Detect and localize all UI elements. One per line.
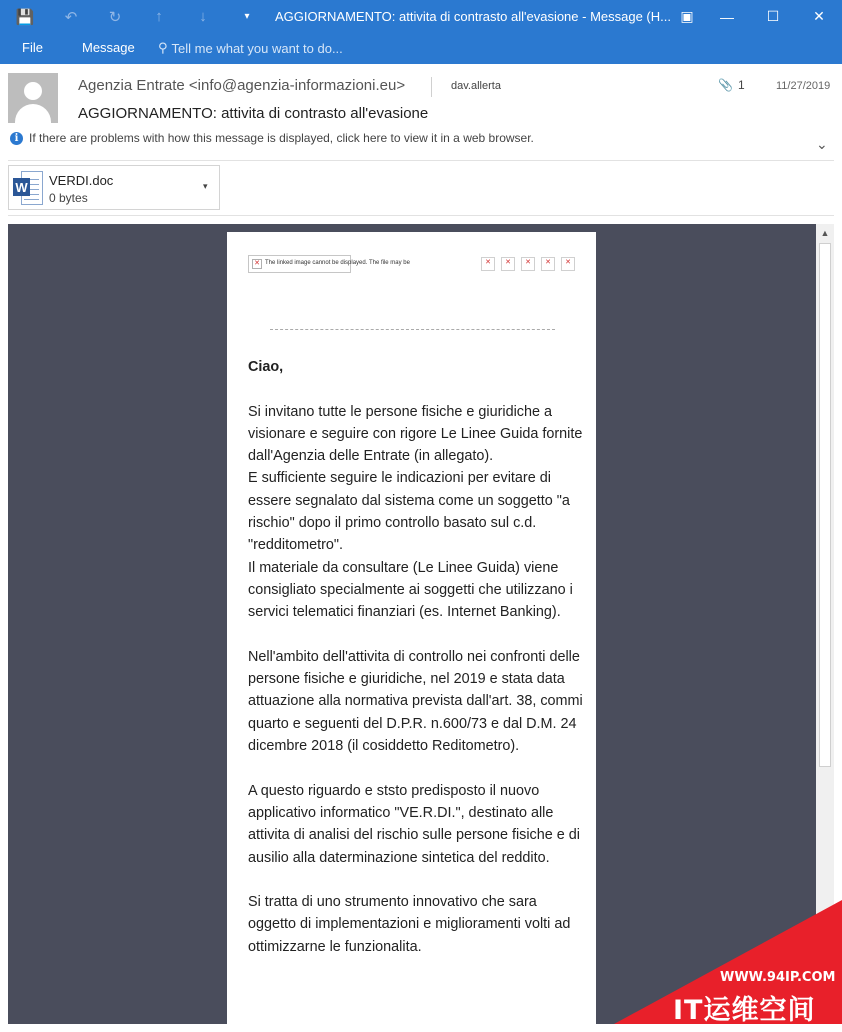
- customize-toolbar-icon[interactable]: ▾: [244, 11, 250, 22]
- redo-icon[interactable]: ↻: [108, 8, 122, 26]
- paperclip-icon: 📎: [718, 78, 733, 92]
- tell-me-search[interactable]: [158, 40, 343, 56]
- attachment-count-value: 1: [737, 78, 745, 92]
- paragraph: A questo riguardo e ststo predisposto il nuovo applicativo informatico "VE.R.DI.", destinato alle attivita di analisi del rischio sulle persone fisiche e di ausilio alla daterminazione sintetica del reddito.: [248, 782, 580, 866]
- watermark-brand: IT运维空间: [673, 995, 816, 1026]
- sent-date: 11/27/2019: [776, 80, 831, 92]
- paragraph: Il materiale da consultare (Le Linee Guida) viene consigliato specialmente ai soggetti che utilizzano i servici telematici finanziari (es. Internet Banking).: [248, 559, 573, 621]
- message-body-viewer: [8, 224, 816, 1024]
- info-icon: i: [10, 132, 23, 145]
- attachment-menu-chevron-icon[interactable]: ▾: [203, 181, 208, 191]
- watermark-url: WWW.94IP.COM: [720, 970, 836, 985]
- broken-image-icon: ✕: [481, 257, 495, 271]
- broken-image-icon: ✕: [521, 257, 535, 271]
- tell-me-text: Tell me what you want to do...: [171, 40, 343, 56]
- tab-message[interactable]: Message: [82, 40, 135, 55]
- undo-icon[interactable]: ↶: [64, 8, 78, 26]
- tab-file[interactable]: File: [22, 40, 43, 55]
- divider: [8, 160, 834, 161]
- paragraph: E sufficiente seguire le indicazioni per evitare di essere segnalato dal sistema come un soggetto "a rischio" dopo il primo controllo basato sul c.d. "redditometro".: [248, 470, 570, 554]
- greeting: Ciao,: [248, 359, 284, 375]
- broken-image-text: The linked image cannot be displayed. The file may be: [265, 260, 410, 266]
- attachment-size: 0 bytes: [49, 191, 88, 205]
- recipient[interactable]: dav.allerta: [451, 80, 501, 92]
- title-bar: [0, 0, 842, 33]
- attachment-card[interactable]: [8, 165, 220, 210]
- attachment-count: [718, 78, 745, 92]
- scroll-up-arrow-icon[interactable]: ▲: [820, 228, 830, 238]
- broken-image-placeholder: [248, 255, 410, 273]
- subject: AGGIORNAMENTO: attivita di contrasto all'evasione: [78, 105, 429, 122]
- broken-image-icon: ✕: [501, 257, 515, 271]
- expand-header-chevron-icon[interactable]: ⌄: [816, 136, 828, 152]
- previous-item-icon[interactable]: ↑: [155, 8, 163, 25]
- broken-image-icon: ✕: [541, 257, 555, 271]
- ribbon: [0, 33, 842, 64]
- info-bar[interactable]: [10, 131, 534, 145]
- word-document-icon: W: [13, 171, 43, 205]
- window-title: AGGIORNAMENTO: attivita di contrasto all'evasione - Message (H...: [275, 9, 671, 24]
- paragraph: Nell'ambito dell'attivita di controllo nei confronti delle persone fisiche e giuridiche, nel 2019 e stata data attuazione alla normativa prevista dall'art. 38, commi quarto e seguenti del D.P.R. n.600/73 e dal D.M. 24 dicembre 2018 (il cosiddetto Reditometro).: [248, 648, 583, 755]
- dashed-separator: [270, 329, 555, 330]
- info-bar-text: If there are problems with how this message is displayed, click here to view it in a web browser.: [29, 131, 534, 145]
- save-icon[interactable]: 💾: [15, 8, 35, 26]
- lightbulb-icon: ⚲: [158, 40, 168, 55]
- header-separator: [431, 77, 432, 97]
- divider: [8, 215, 834, 216]
- scrollbar-thumb[interactable]: [819, 243, 831, 767]
- close-button[interactable]: ✕: [813, 8, 825, 24]
- paragraph: Si tratta di uno strumento innovativo che sara oggetto di implementazioni e miglioramenti volti ad ottimizzarne le funzionalita.: [248, 894, 571, 955]
- ribbon-display-options-icon[interactable]: ▣: [680, 8, 694, 24]
- email-text: [248, 356, 583, 958]
- maximize-button[interactable]: ☐: [766, 8, 780, 24]
- email-body: [227, 232, 596, 1032]
- paragraph: Si invitano tutte le persone fisiche e giuridiche a visionare e seguire con rigore Le Linee Guida fornite dall'Agenzia delle Entrate (in allegato).: [248, 403, 583, 465]
- avatar: [8, 73, 58, 123]
- attachment-name: VERDI.doc: [49, 173, 114, 188]
- vertical-scrollbar[interactable]: [816, 224, 834, 1024]
- message-header: [0, 64, 842, 160]
- sender[interactable]: Agenzia Entrate <info@agenzia-informazioni.eu>: [78, 77, 406, 94]
- next-item-icon[interactable]: ↓: [199, 8, 207, 25]
- minimize-button[interactable]: —: [720, 8, 734, 25]
- broken-image-icon: ✕: [252, 259, 262, 269]
- broken-image-icon: ✕: [561, 257, 575, 271]
